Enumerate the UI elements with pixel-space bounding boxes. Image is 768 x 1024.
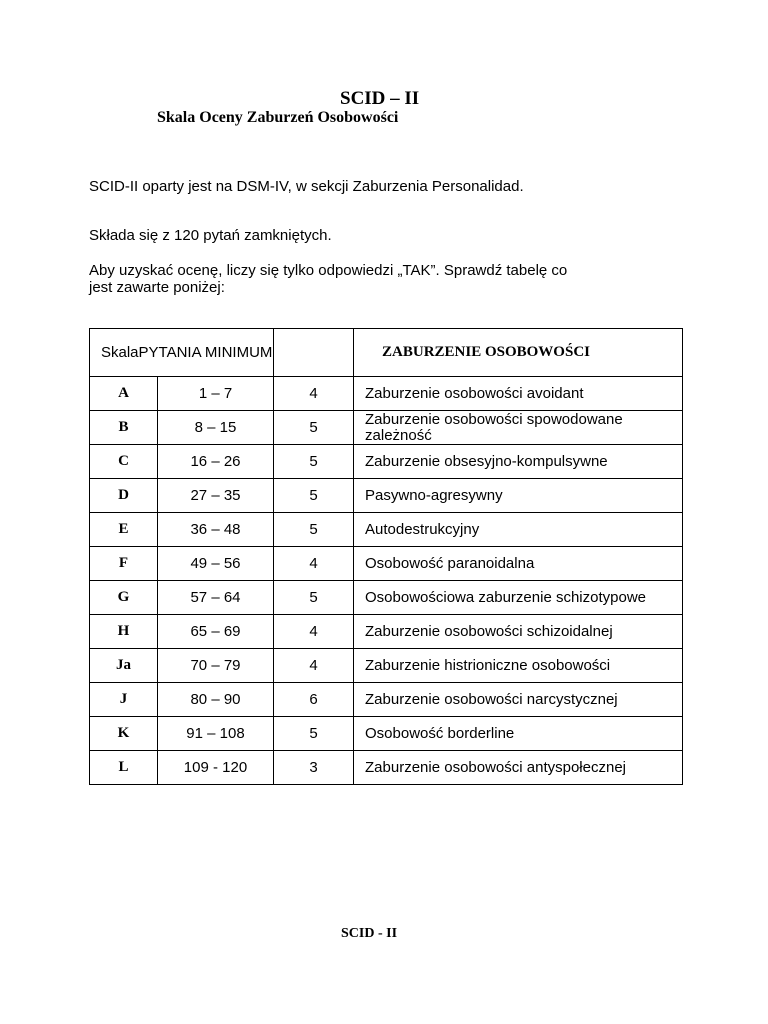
minimum-cell: 5 — [274, 411, 354, 445]
scale-letter-cell: A — [90, 377, 158, 411]
scale-letter-cell: H — [90, 615, 158, 649]
disorder-name-cell: Zaburzenie obsesyjno-kompulsywne — [354, 445, 683, 479]
minimum-cell: 5 — [274, 479, 354, 513]
minimum-cell: 4 — [274, 649, 354, 683]
header-divider — [273, 328, 274, 377]
questions-range-cell: 36 – 48 — [158, 513, 274, 547]
scale-table — [89, 328, 683, 785]
questions-range-cell: 91 – 108 — [158, 717, 274, 751]
scale-letter-cell: G — [90, 581, 158, 615]
table-row — [90, 717, 683, 751]
disorder-name-cell: Zaburzenie osobowości narcystycznej — [354, 683, 683, 717]
table-row — [90, 649, 683, 683]
scale-letter-cell: Ja — [90, 649, 158, 683]
minimum-cell: 4 — [274, 615, 354, 649]
minimum-cell: 5 — [274, 513, 354, 547]
questions-range-cell: 27 – 35 — [158, 479, 274, 513]
disorder-name-cell: Osobowość borderline — [354, 717, 683, 751]
questions-range-cell: 16 – 26 — [158, 445, 274, 479]
minimum-cell: 5 — [274, 717, 354, 751]
header-disorder: ZABURZENIE OSOBOWOŚCI — [354, 329, 683, 377]
disorder-name-cell: Osobowość paranoidalna — [354, 547, 683, 581]
table-row — [90, 445, 683, 479]
questions-range-cell: 57 – 64 — [158, 581, 274, 615]
disorder-name-cell: Zaburzenie osobowości antyspołecznej — [354, 751, 683, 785]
scale-letter-cell: C — [90, 445, 158, 479]
table-row — [90, 581, 683, 615]
scale-letter-cell: K — [90, 717, 158, 751]
page-subtitle: Skala Oceny Zaburzeń Osobowości — [157, 109, 399, 126]
scale-letter-cell: J — [90, 683, 158, 717]
table-row — [90, 615, 683, 649]
table-row — [90, 479, 683, 513]
minimum-cell: 4 — [274, 547, 354, 581]
scale-letter-cell: B — [90, 411, 158, 445]
table-row — [90, 751, 683, 785]
header-scale-questions-minimum — [90, 329, 354, 377]
questions-range-cell: 8 – 15 — [158, 411, 274, 445]
questions-range-cell: 49 – 56 — [158, 547, 274, 581]
disorder-name-cell: Zaburzenie osobowości schizoidalnej — [354, 615, 683, 649]
scale-letter-cell: D — [90, 479, 158, 513]
scoring-instructions-paragraph: Aby uzyskać ocenę, liczy się tylko odpowiedzi „TAK”. Sprawdź tabelę co jest zawarte poniżej: — [89, 262, 568, 296]
disorder-name-cell: Zaburzenie osobowości avoidant — [354, 377, 683, 411]
scale-letter-cell: E — [90, 513, 158, 547]
disorder-name-cell: Zaburzenie histrioniczne osobowości — [354, 649, 683, 683]
table-row — [90, 683, 683, 717]
table-row — [90, 377, 683, 411]
minimum-cell: 5 — [274, 581, 354, 615]
questions-count-paragraph: Składa się z 120 pytań zamkniętych. — [89, 227, 332, 244]
page-title: SCID – II — [340, 88, 420, 109]
table-row — [90, 513, 683, 547]
minimum-cell: 5 — [274, 445, 354, 479]
minimum-cell: 6 — [274, 683, 354, 717]
questions-range-cell: 1 – 7 — [158, 377, 274, 411]
header-scale-questions-minimum-label: SkalaPYTANIA MINIMUM — [101, 344, 273, 361]
page-footer: SCID - II — [341, 926, 398, 941]
table-row — [90, 547, 683, 581]
disorder-name-cell: Zaburzenie osobowości spowodowane zależność — [354, 411, 683, 445]
table-row — [90, 411, 683, 445]
table-header-row — [90, 329, 683, 377]
intro-paragraph: SCID-II oparty jest na DSM-IV, w sekcji Zaburzenia Personalidad. — [89, 178, 524, 195]
questions-range-cell: 80 – 90 — [158, 683, 274, 717]
questions-range-cell: 70 – 79 — [158, 649, 274, 683]
scale-letter-cell: L — [90, 751, 158, 785]
questions-range-cell: 65 – 69 — [158, 615, 274, 649]
disorder-name-cell: Pasywno-agresywny — [354, 479, 683, 513]
minimum-cell: 4 — [274, 377, 354, 411]
minimum-cell: 3 — [274, 751, 354, 785]
questions-range-cell: 109 - 120 — [158, 751, 274, 785]
disorder-name-cell: Autodestrukcyjny — [354, 513, 683, 547]
disorder-name-cell: Osobowościowa zaburzenie schizotypowe — [354, 581, 683, 615]
scale-letter-cell: F — [90, 547, 158, 581]
